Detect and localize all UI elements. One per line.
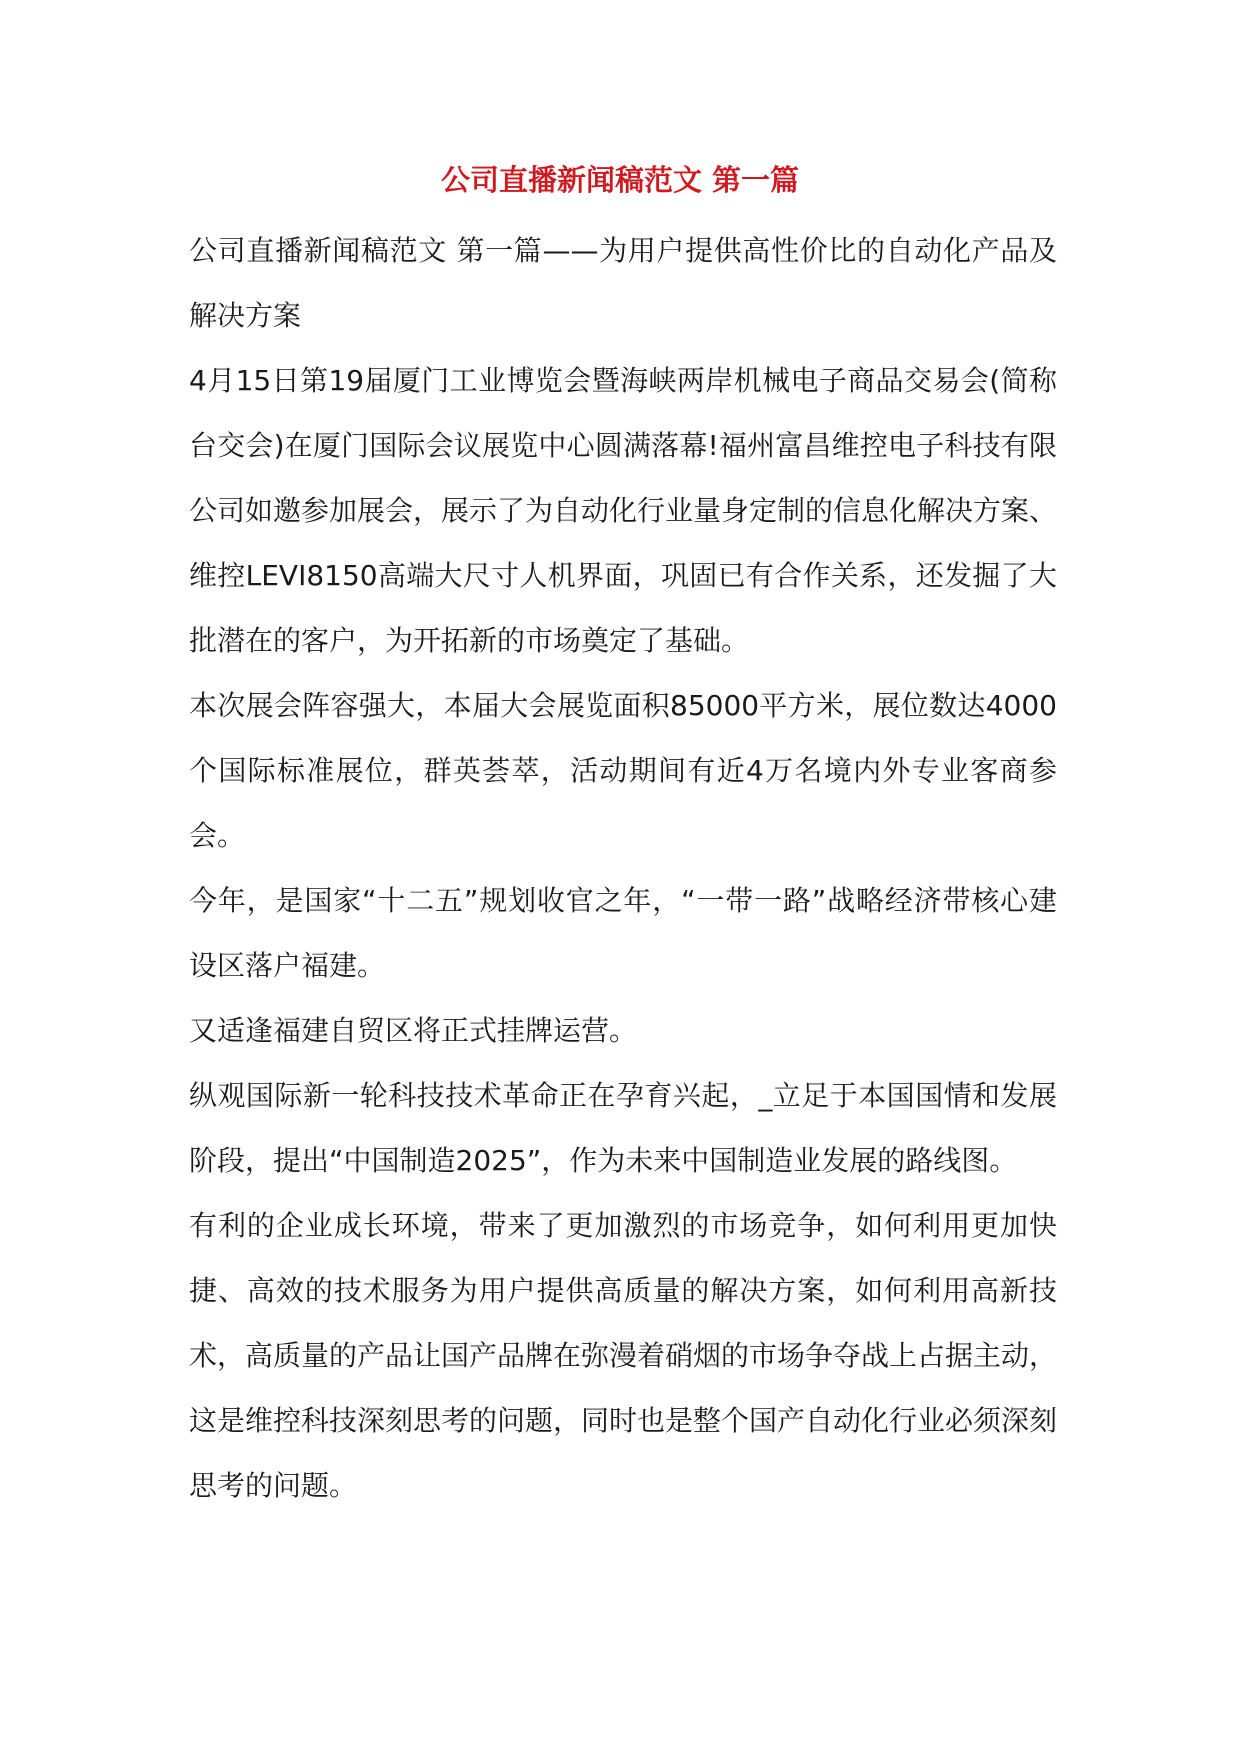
paragraph-policy-context: 今年，是国家“十二五”规划收官之年，“一带一路”战略经济带核心建设区落户福建。 <box>189 884 1057 982</box>
paragraph-made-in-china: 纵观国际新一轮科技技术革命正在孕育兴起，_立足于本国国情和发展阶段，提出“中国制造2025”，作为未来中国制造业发展的路线图。 <box>189 1079 1057 1177</box>
document-title: 公司直播新闻稿范文 第一篇 <box>440 163 800 197</box>
document-body <box>189 218 1057 1518</box>
paragraph-expo-summary: 4月15日第19届厦门工业博览会暨海峡两岸机械电子商品交易会(简称台交会)在厦门国际会议展览中心圆满落幕!福州富昌维控电子科技有限公司如邀参加展会，展示了为自动化行业量身定制的信息化解决方案、维控LEVI8150高端大尺寸人机界面，巩固已有合作关系，还发掘了大批潜在的客户，为开拓新的市场奠定了基础。 <box>189 364 1058 657</box>
paragraph-subtitle: 公司直播新闻稿范文 第一篇——为用户提供高性价比的自动化产品及解决方案 <box>189 234 1057 332</box>
paragraph-competition: 有利的企业成长环境，带来了更加激烈的市场竞争，如何利用更加快捷、高效的技术服务为用户提供高质量的解决方案，如何利用高新技术，高质量的产品让国产品牌在弥漫着硝烟的市场争夺战上占据主动，这是维控科技深刻思考的问题，同时也是整个国产自动化行业必须深刻思考的问题。 <box>189 1209 1058 1502</box>
paragraph-free-trade-zone: 又适逢福建自贸区将正式挂牌运营。 <box>189 1014 638 1047</box>
paragraph-expo-scale: 本次展会阵容强大，本届大会展览面积85000平方米，展位数达4000个国际标准展位，群英荟萃，活动期间有近4万名境内外专业客商参会。 <box>189 689 1057 852</box>
